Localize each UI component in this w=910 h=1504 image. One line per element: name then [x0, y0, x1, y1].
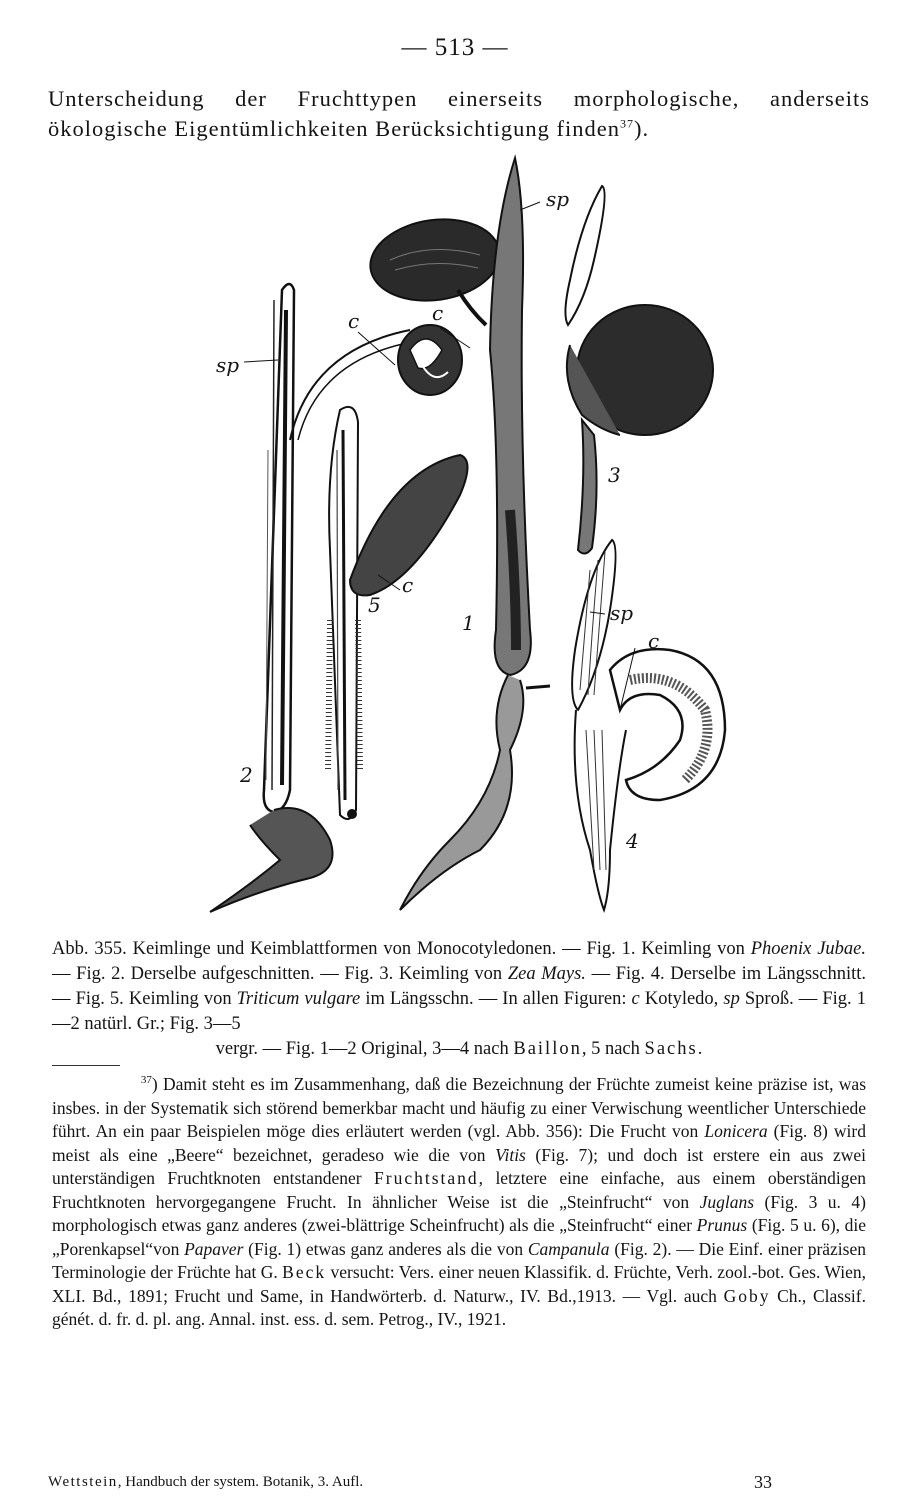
footer-book-title: , Handbuch der system. Botanik, 3. Aufl. — [117, 1474, 364, 1490]
label-fig-1: 1 — [462, 611, 475, 635]
footnote-text: (Fig. 8) wird meist als eine „Beere“ bezeichnet, geradeso wie die von — [52, 1121, 866, 1165]
footnote-divider — [52, 1065, 120, 1066]
caption-taxon: Triticum vulgare — [236, 989, 361, 1009]
caption-taxon: Zea Mays. — [507, 964, 586, 984]
fig-2-drawing — [210, 284, 412, 912]
fig-4-drawing — [572, 540, 725, 910]
footnote-taxon: Vitis — [495, 1144, 526, 1165]
footer-signature-mark: 33 — [754, 1472, 772, 1492]
intro-text: Unterscheidung der Fruchttypen einerseits morphologische, anderseits ökologische Eigentümlichkeiten Berücksichtigung finden — [48, 86, 870, 141]
footnote-taxon: Campanula — [527, 1238, 610, 1259]
caption-author: Baillon — [513, 1039, 582, 1059]
caption-text: — Fig. 4. Derselbe im Längsschnitt. — Fig. 5. Keimling von — [52, 964, 866, 1009]
label-c-fig2: c — [348, 309, 360, 333]
label-fig-2: 2 — [240, 763, 253, 787]
intro-tail: ). — [634, 116, 650, 141]
label-fig-5: 5 — [368, 593, 381, 617]
label-c-fig1: c — [432, 301, 444, 325]
footnote-text: (Fig. 1) etwas ganz anderes als die von — [243, 1238, 528, 1259]
label-fig-3: 3 — [608, 463, 621, 487]
footnote-text: (Fig. 7); und doch ist erstere ein aus zwei unterständigen Fruchtknoten entstandener — [52, 1144, 866, 1188]
caption-text: vergr. — Fig. 1—2 Original, 3—4 nach — [215, 1039, 514, 1059]
label-sp-fig2: sp — [216, 353, 240, 377]
footnote-mark: 37 — [140, 1074, 152, 1087]
label-sp-fig1: sp — [546, 187, 570, 211]
label-c-fig4: c — [648, 629, 660, 653]
caption-symbol: c — [631, 989, 640, 1009]
fig-2-seed — [398, 325, 462, 395]
footnote-taxon: Juglans — [699, 1191, 755, 1212]
caption-text: — Fig. 2. Derselbe aufgeschnitten. — Fig. 3. Keimling von — [52, 964, 508, 984]
page-footer — [48, 1474, 870, 1491]
footnote-taxon: Papaver — [184, 1238, 244, 1259]
label-c-fig5: c — [402, 573, 414, 597]
footnote-text: ) Damit steht es im Zusammenhang, daß die Bezeichnung der Früchte zumeist keine präzise ist, was insbes. in der Systematik sich störend bemerkbar macht und häufig zu einer Verwischung weentlicher Unterschiede führt. An ein paar Beispielen möge dies erläutert werden (vgl. Abb. 356): Die Frucht von — [52, 1074, 867, 1141]
footnote-text: (Fig. 5 u. 6), die „Porenkapsel“von — [52, 1215, 866, 1259]
fig-3-drawing — [565, 186, 713, 554]
fig-5-drawing — [328, 407, 468, 819]
label-sp-fig4: sp — [610, 601, 634, 625]
caption-text: . — [697, 1039, 703, 1059]
caption-taxon: Phoenix Jubae. — [750, 939, 866, 959]
seedling-illustration — [190, 150, 740, 930]
footnote — [52, 1073, 866, 1332]
footnote-emphasis: Fruchtstand — [374, 1168, 479, 1188]
figure-caption — [52, 937, 866, 1062]
footnote-taxon: Lonicera — [704, 1121, 768, 1141]
caption-text: im Längsschn. — In allen Figuren: — [360, 989, 632, 1009]
footnote-text: , letztere eine einfache, aus einem oberständigen Fruchtknoten hervorgegangene Frucht. In ähnlicher Weise ist die „Steinfrucht“ von — [52, 1168, 867, 1212]
caption-text: Abb. 355. Keimlinge und Keimblattformen von Monocotyledonen. — Fig. 1. Keimling von — [52, 939, 751, 959]
caption-text: , 5 nach — [581, 1039, 645, 1059]
caption-text: Sproß. — Fig. 1—2 natürl. Gr.; Fig. 3—5 — [52, 989, 866, 1034]
footnote-text: (Fig. 3 u. 4) morphologisch etwas ganz anderes (zwei-blättrige Scheinfrucht) als die „Steinfrucht“ einer — [52, 1191, 866, 1235]
footnote-reference: 37 — [620, 116, 635, 131]
footnote-author: Beck — [282, 1262, 327, 1282]
footnote-author: Goby — [723, 1285, 771, 1306]
page-number: — 513 — — [401, 34, 509, 61]
footnote-text: (Fig. 2). — Die Einf. einer präzisen Terminologie der Früchte hat G. — [52, 1238, 866, 1282]
caption-symbol: sp — [723, 989, 740, 1009]
footnote-text: versucht: Vers. einer neuen Klassifik. d. Früchte, Verh. zool.-bot. Ges. Wien, XLI. Bd., 1891; Frucht und Same, in Handwörterb. d. Naturw., IV. Bd.,1913. — Vgl. auch — [52, 1262, 866, 1306]
caption-text: Kotyledo, — [639, 989, 724, 1009]
footnote-text: Ch., Classif. génét. d. fr. d. pl. ang. Annal. inst. ess. d. sem. Petrog., IV., 1921. — [52, 1285, 866, 1329]
caption-last-line — [52, 1037, 866, 1062]
intro-paragraph — [48, 84, 870, 144]
footer-author: Wettstein — [48, 1474, 118, 1490]
botanical-figure — [190, 150, 740, 930]
label-fig-4: 4 — [626, 829, 639, 853]
footnote-taxon: Prunus — [696, 1215, 748, 1235]
caption-author: Sachs — [644, 1039, 698, 1059]
